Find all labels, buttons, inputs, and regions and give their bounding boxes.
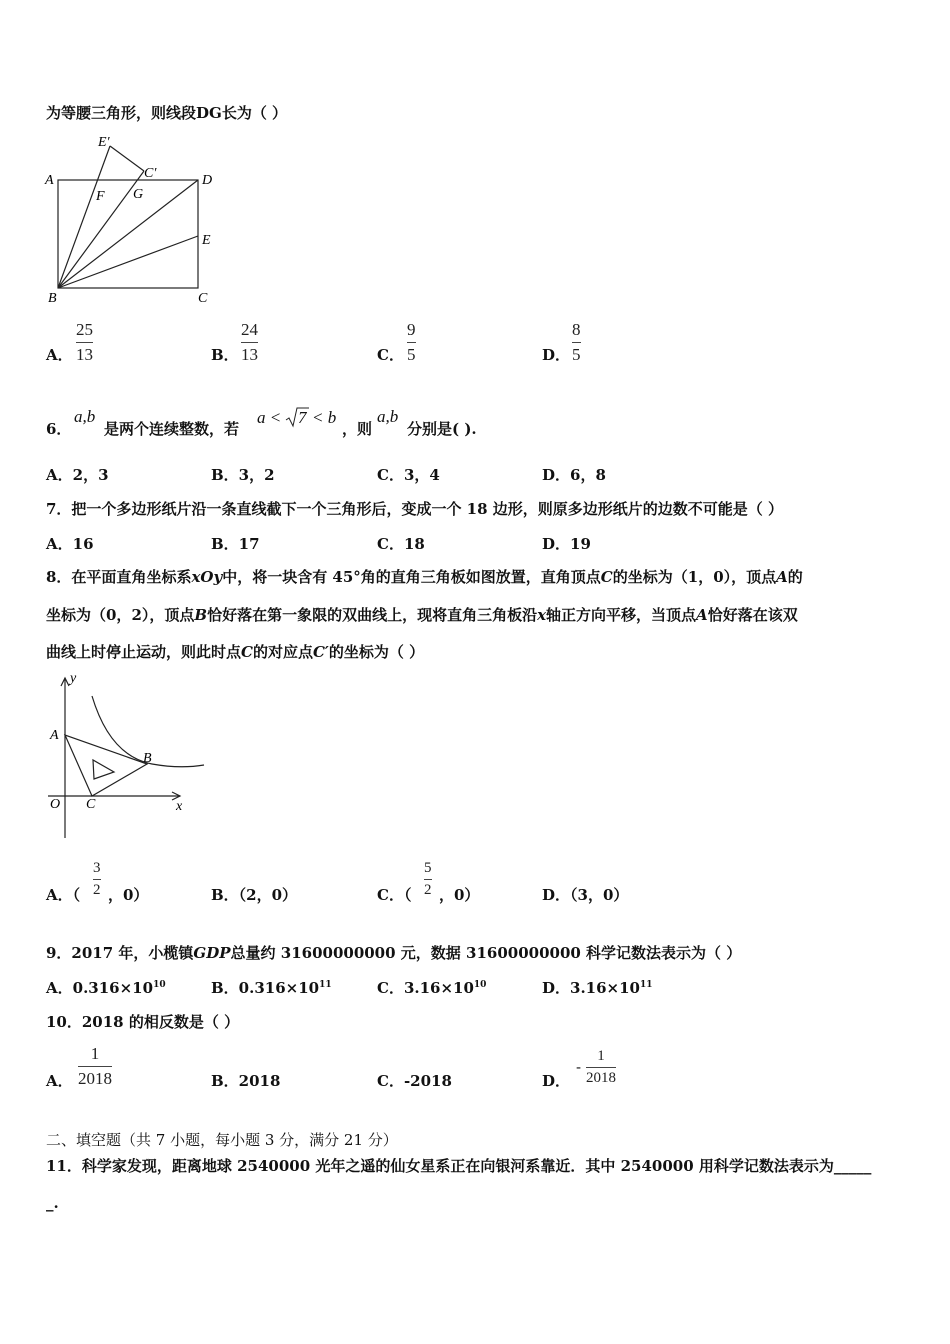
q10-option-a-fraction	[78, 1044, 112, 1089]
q5-option-a-letter[interactable]: A．	[46, 346, 73, 364]
q5-option-d-fraction	[572, 320, 581, 365]
q9-option-a[interactable]: A．$0.316\times 10^{10}$	[46, 979, 166, 997]
fraction-denominator: 5	[572, 345, 581, 364]
fraction-denominator: 2	[424, 882, 432, 898]
line-bd	[58, 180, 198, 288]
label-o: O	[50, 797, 61, 812]
fraction-denominator: 2018	[586, 1070, 616, 1086]
q7-option-a[interactable]: A．16	[46, 535, 94, 553]
q8-option-a-fraction	[93, 860, 101, 899]
label-b: B	[48, 291, 57, 306]
q6-var-ab: a,b	[74, 407, 96, 426]
q5-stem-tail: 为等腰三角形，则线段DG长为（ ）	[46, 104, 288, 122]
label-x: x	[176, 799, 183, 814]
fraction-denominator: 13	[241, 345, 258, 364]
q9-option-c[interactable]: C．$3.16\times 10^{10}$	[377, 979, 487, 997]
line-be-prime	[58, 146, 110, 288]
label-y: y	[70, 671, 77, 686]
q5-option-b-fraction	[241, 320, 258, 365]
label-c: C	[198, 291, 208, 306]
q8-option-a-tail: ，0）	[108, 886, 149, 904]
q8-option-d[interactable]: D．（3，0）	[542, 886, 629, 904]
q9-option-b[interactable]: B．$0.316\times 10^{11}$	[211, 979, 332, 997]
q9-text: 9．2017 年，小榄镇GDP总量约 31600000000 元，数据 31600000000 科学记数法表示为（ ）	[46, 944, 742, 962]
fraction-numerator: 1	[90, 1044, 100, 1063]
label-a: A	[50, 728, 59, 743]
set-square-outer	[65, 735, 147, 796]
q5-rectangle-figure	[40, 130, 230, 310]
q8-option-c-letter[interactable]: C．（	[377, 886, 412, 904]
fraction-numerator: 8	[572, 320, 581, 339]
q10-option-c[interactable]: C．-2018	[377, 1072, 452, 1090]
q8-option-a-letter[interactable]: A．（	[46, 886, 81, 904]
q6-sqrt-radicand: 7	[298, 408, 307, 427]
q5-option-c-letter[interactable]: C．	[377, 346, 404, 364]
q8-line-3: 曲线上时停止运动，则此时点C的对应点C′的坐标为（ ）	[46, 643, 425, 661]
fraction-denominator: 5	[407, 345, 416, 364]
q10-text: 10．2018 的相反数是（ ）	[46, 1013, 240, 1031]
section-2-heading: 二、填空题（共 7 小题，每小题 3 分，满分 21 分）	[46, 1131, 398, 1149]
label-g: G	[133, 187, 144, 202]
fraction-numerator: 5	[424, 860, 432, 876]
q10-option-d-sign: -	[576, 1058, 582, 1076]
q5-option-a-fraction	[76, 320, 93, 365]
q10-option-d-fraction	[586, 1048, 616, 1087]
q10-option-b[interactable]: B．2018	[211, 1072, 281, 1090]
fraction-numerator: 24	[241, 320, 258, 339]
q6-text-2: ，则	[342, 420, 373, 438]
q8-option-c-fraction	[424, 860, 432, 899]
line-be	[58, 236, 198, 288]
q6-option-c[interactable]: C．3，4	[377, 466, 440, 484]
q7-option-b[interactable]: B．17	[211, 535, 260, 553]
label-e: E	[202, 233, 211, 248]
label-c: C	[86, 797, 96, 812]
fraction-denominator: 2018	[78, 1069, 112, 1088]
fraction-numerator: 9	[407, 320, 416, 339]
q7-option-d[interactable]: D．19	[542, 535, 591, 553]
q5-option-d-letter[interactable]: D．	[542, 346, 571, 364]
q8-option-b[interactable]: B．（2，0）	[211, 886, 298, 904]
q7-option-c[interactable]: C．18	[377, 535, 425, 553]
line-e-prime-c-prime	[110, 146, 144, 171]
label-e-prime: E′	[98, 135, 110, 150]
label-c-prime: C′	[144, 166, 157, 181]
q6-option-b[interactable]: B．3，2	[211, 466, 275, 484]
label-f: F	[96, 189, 105, 204]
q8-coordinate-figure	[40, 668, 215, 843]
q8-line-2: 坐标为（0，2），顶点B恰好落在第一象限的双曲线上，现将直角三角板沿x轴正方向平移，当顶点A恰好落在该双	[46, 606, 798, 624]
q10-option-d-letter[interactable]: D．	[542, 1072, 571, 1090]
q6-ineq-a: a <	[257, 408, 282, 427]
q6-number: 6．	[46, 420, 72, 438]
q6-text-3: 分别是( ).	[407, 420, 477, 438]
fraction-numerator: 25	[76, 320, 93, 339]
q11-text-cont: _.	[46, 1194, 59, 1212]
q5-option-b-letter[interactable]: B．	[211, 346, 239, 364]
label-b: B	[143, 751, 152, 766]
q6-option-a[interactable]: A．2，3	[46, 466, 109, 484]
q6-option-d[interactable]: D．6，8	[542, 466, 606, 484]
q6-var-ab-2: a,b	[377, 407, 399, 426]
fraction-denominator: 13	[76, 345, 93, 364]
q11-text: 11．科学家发现，距离地球 2540000 光年之遥的仙女星系正在向银河系靠近．其中 2540000 用科学记数法表示为_____	[46, 1157, 872, 1175]
label-a: A	[45, 173, 54, 188]
q6-ineq-b: < b	[312, 408, 337, 427]
fraction-denominator: 2	[93, 882, 101, 898]
fraction-numerator: 3	[93, 860, 101, 876]
q8-line-1: 8．在平面直角坐标系xOy中，将一块含有 45°角的直角三角板如图放置，直角顶点C的坐标为（1，0），顶点A的	[46, 568, 803, 586]
q9-option-d[interactable]: D．$3.16\times 10^{11}$	[542, 979, 653, 997]
fraction-numerator: 1	[597, 1048, 605, 1064]
q6-text-1: 是两个连续整数，若	[104, 420, 240, 438]
set-square-inner	[93, 760, 114, 779]
q8-option-c-tail: ，0）	[439, 886, 480, 904]
label-d: D	[202, 173, 213, 188]
q10-option-a-letter[interactable]: A．	[46, 1072, 73, 1090]
q7-text: 7．把一个多边形纸片沿一条直线截下一个三角形后，变成一个 18 边形，则原多边形纸片的边数不可能是（ ）	[46, 500, 783, 518]
q5-option-c-fraction	[407, 320, 416, 365]
